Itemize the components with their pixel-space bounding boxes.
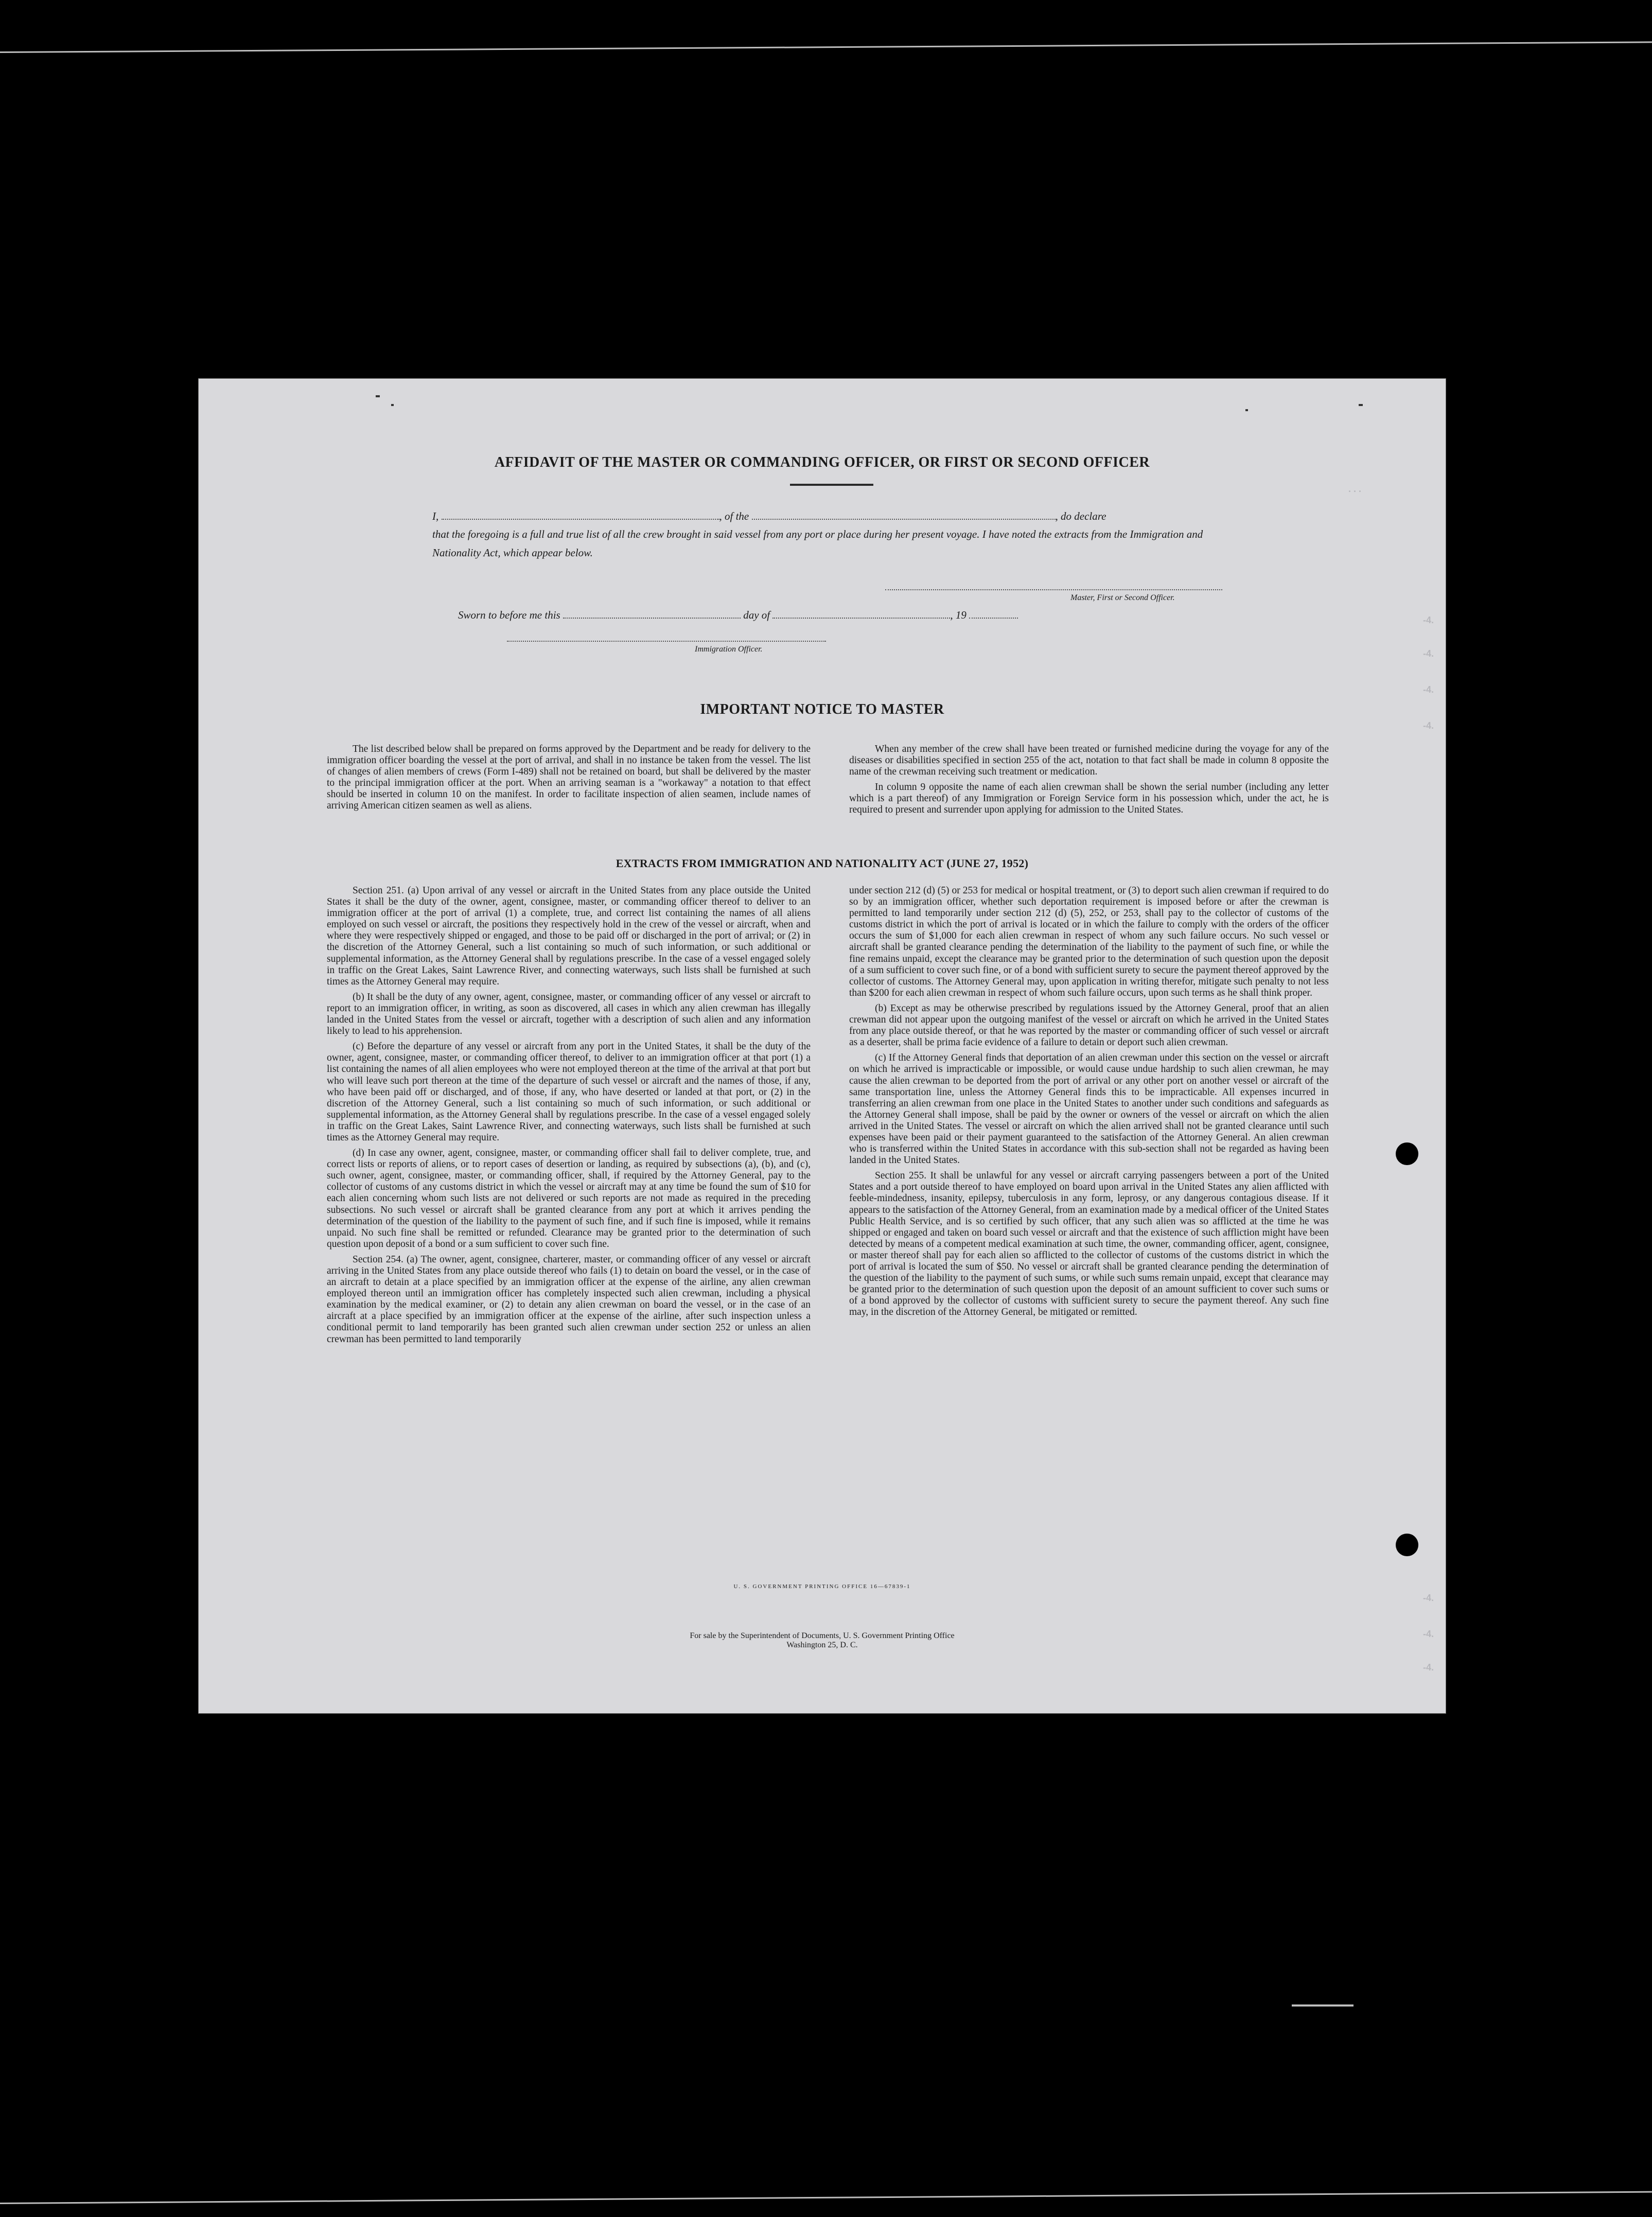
footer-line1: For sale by the Superintendent of Documents, U. S. Government Printing Office [690,1631,955,1640]
sworn-month-field[interactable] [772,610,950,619]
notice-paragraph: The list described below shall be prepared on forms approved by the Department and be ready for delivery to the immigration officer boarding the vessel at the port of arrival, and shall in no instance be taken from the vessel. The list of changes of alien members of crews (Form I-489) shall not be retained on board, but shall be delivered by the master to the principal immigration officer at the port. When an arriving seaman is a "workaway" a notation to that effect should be inserted in column 10 on the manifest. In order to facilitate inspection of alien seamen, include names of arriving American citizen seamen as well as aliens. [327,744,811,812]
bleed-through: . . . [1348,484,1362,494]
section-paragraph: Section 254. (a) The owner, agent, consignee, charterer, master, or commanding officer of any vessel or aircraft arriving in the United States from any place outside thereof who fails (1) to detain on board the vessel, or in the case of an aircraft to detain at a place specified by an immigration officer at the expense of the airline, any alien crewman employed thereon until an immigration officer has completely inspected such alien crewman, including a physical examination by the medical examiner, or (2) to detain any alien crewman on board the vessel, or in the case of an aircraft at a place specified by an immigration officer at the expense of the airline, after such inspection unless a conditional permit to land temporarily has been granted such alien crewman under section 252 or unless an alien crewman has been permitted to land temporarily [327,1254,811,1345]
section-paragraph: (d) In case any owner, agent, consignee, master, or commanding officer shall fail to deliver complete, true, and correct lists or reports of aliens, or to report cases of desertion or landing, as required by subsections (a), (b), and (c), such owner, agent, consignee, master, or commanding officer, shall, if required by the Attorney General, pay to the collector of customs of any customs district in which the vessel or aircraft may at any time be found the sum of $10 for each alien concerning whom such lists are not delivered or such reports are not made as required in the preceding subsections. No such vessel or aircraft shall be granted clearance from any port at which it arrives pending the determination of the question of the liability to the payment of such fine, and if such fine is imposed, while it remains unpaid. No such fine shall be remitted or refunded. Clearance may be granted prior to the determination of such question upon deposit of a bond or a sum sufficient to cover such fine. [327,1148,811,1250]
scan-edge-bottom [0,2191,1652,2204]
master-name-field[interactable] [442,512,719,520]
section-paragraph: Section 255. It shall be unlawful for any vessel or aircraft carrying passengers between a port of the United States and a port outside thereof to have employed on board upon arrival in the United States any alien afflicted with feeble-mindedness, insanity, epilepsy, tuberculosis in any form, leprosy, or any dangerous contagious disease. If it appears to the satisfaction of the Attorney General, from an examination made by a medical officer of the United States Public Health Service, and is so certified by such officer, that any such alien was so afflicted at the time he was shipped or engaged and taken on board such vessel or aircraft and that the existence of such affliction might have been detected by means of a competent medical examination at such time, the owner, commanding officer, agent, consignee, or master thereof shall pay for each alien so afflicted to the collector of customs of the customs district in which the port of arrival is located the sum of $50. No vessel or aircraft shall be granted clearance pending the determination of the question of the liability to the payment of such sums, or while such sums remain unpaid, except that clearance may be granted prior to the determination of such question upon the deposit of an amount sufficient to cover such sums or of a bond approved by the collector of customs with sufficient surety to secure the payment thereof. Any such fine may, in the discretion of the Attorney General, be mitigated or remitted. [849,1170,1329,1318]
officer-caption: Immigration Officer. [695,645,763,654]
declaration-do-declare: , do declare [1055,510,1106,522]
declaration-of-the: , of the [719,510,749,522]
vessel-name-field[interactable] [752,512,1056,520]
sworn-day-field[interactable] [563,610,741,619]
declaration-prefix: I, [432,510,439,522]
section-paragraph: (c) If the Attorney General finds that deportation of an alien crewman under this section on the vessel or aircraft on which he arrived is impracticable or impossible, or would cause undue hardship to such alien crewman, he may cause the alien crewman to be deported from the port of arrival or any other port on another vessel or aircraft of the same transportation line, unless the Attorney General finds this to be impracticable. All expenses incurred in transferring an alien crewman from one place in the United States to another under such conditions and safeguards as the Attorney General shall impose, shall be paid by the owner or owners of the vessel or aircraft on which the alien arrived in the United States. The vessel or aircraft on which the alien arrived shall not be granted clearance until such expenses have been paid or their payment guaranteed to the satisfaction of the Attorney General. An alien crewman who is transferred within the United States in accordance with this sub-section shall not be regarded as having been landed in the United States. [849,1052,1329,1166]
bleed-through: -4. [1423,615,1434,625]
scan-edge-mark [1292,2004,1354,2007]
extracts-title: EXTRACTS FROM IMMIGRATION AND NATIONALITY ACT (JUNE 27, 1952) [616,857,1029,870]
section-paragraph: Section 251. (a) Upon arrival of any vessel or aircraft in the United States from any place outside the United States it shall be the duty of the owner, agent, consignee, master, or commanding officer thereof to deliver to an immigration officer at the port of arrival (1) a complete, true, and correct list containing the names of all aliens employed on such vessel or aircraft, the positions they respectively hold in the crew of the vessel or aircraft, when and where they were respectively shipped or engaged, and those to be paid off or discharged in the port of arrival; or (2) in the discretion of the Attorney General, such a list containing so much of such information, or such additional or supplemental information, as the Attorney General shall by regulations prescribe. In the case of a vessel engaged solely in traffic on the Great Lakes, Saint Lawrence River, and connecting waterways, such lists shall be furnished at such times as the Attorney General may require. [327,885,811,987]
punch-hole [1396,1534,1418,1556]
notice-paragraph: When any member of the crew shall have been treated or furnished medicine during the voyage for any of the diseases or disabilities specified in section 255 of the act, notation to that fact shall be made in column 8 opposite the name of the crewman receiving such treatment or medication. [849,744,1329,778]
bleed-through: -4. [1423,1662,1434,1673]
signature-caption: Master, First or Second Officer. [1070,593,1175,602]
punch-hole [1396,1142,1418,1165]
footer-line2: Washington 25, D. C. [786,1641,858,1649]
bleed-through: -4. [1423,648,1434,659]
master-signature-field[interactable] [885,589,1222,590]
notice-right [849,744,1329,816]
sworn-year-prefix: , 19 [950,609,966,621]
sworn-year-field[interactable] [969,610,1018,619]
section-paragraph: (b) Except as may be otherwise prescribed by regulations issued by the Attorney General, proof that an alien crewman did not appear upon the outgoing manifest of the vessel or aircraft on which he arrived in the United States from any place outside thereof, or that he was reported by the master or commanding officer of such vessel or aircraft as a deserter, shall be prima facie evidence of a failure to detain or deport such alien crewman. [849,1002,1329,1048]
sworn-prefix: Sworn to before me this [458,609,560,621]
bleed-through: -4. [1423,720,1434,731]
bleed-through: -4. [1423,1593,1434,1603]
extracts-left-column [327,885,811,1345]
notice-paragraph: In column 9 opposite the name of each alien crewman shall be shown the serial number (including any letter which is a part thereof) of any Immigration or Foreign Service form in his possession which, under the act, he is required to present and surrender upon applying for admission to the United States. [849,782,1329,816]
printing-office-line: U. S. GOVERNMENT PRINTING OFFICE 16—67839-1 [733,1583,911,1590]
sworn-statement [458,609,1018,622]
form-page [198,378,1446,1714]
section-paragraph: under section 212 (d) (5) or 253 for medical or hospital treatment, or (3) to deport such alien crewman if required to do so by an immigration officer, whether such deportation requirement is imposed before or after the crewman is permitted to land temporarily under section 212 (d) (5), 252, or 253, shall pay to the collector of customs of the customs district in which the port of arrival is located or in which the failure to comply with the orders of the officer occurs the sum of $1,000 for each alien crewman in respect of whom any such failure occurs. No such vessel or aircraft shall be granted clearance pending the determination of the liability to the payment of such fine, or while the fine remains unpaid, except the clearance may be granted prior to the determination of such question upon the deposit of a sum sufficient to cover such fine, or of a bond with sufficient surety to secure the payment thereof approved by the collector of customs. The Attorney General may, upon application in writing therefor, mitigate such penalty to not less than $200 for each alien crewman in respect of whom such failure occurs, upon such terms as he shall think proper. [849,885,1329,998]
notice-left [327,744,811,812]
declaration [432,507,1225,525]
officer-signature-field[interactable] [507,641,826,642]
section-paragraph: (b) It shall be the duty of any owner, agent, consignee, master, or commanding officer of any vessel or aircraft to report to an immigration officer, in writing, as soon as discovered, all cases in which any alien crewman has illegally landed in the United States from the vessel or aircraft, together with a description of such alien and any information likely to lead to his apprehension. [327,991,811,1037]
footer [198,1631,1446,1650]
section-paragraph: (c) Before the departure of any vessel or aircraft from any port in the United States, it shall be the duty of the owner, agent, consignee, master, or commanding officer thereof, to deliver to an immigration officer at that port (1) a list containing the names of all alien employees who were not employed thereon at the time of the arrival at that port but who will leave such port thereon at the time of the departure of such vessel or aircraft and the names of those, if any, who have been paid off or discharged, and of those, if any, who have deserted or landed at that port, or (2) in the discretion of the Attorney General, such a list containing so much of such information, or such additional or supplemental information, as the Attorney General shall by regulations prescribe. In the case of a vessel engaged solely in traffic on the Great Lakes, Saint Lawrence River, and connecting waterways, such lists shall be furnished at such times as the Attorney General may require. [327,1041,811,1143]
bleed-through: -4. [1423,1629,1434,1639]
extracts-right-column [849,885,1329,1318]
sworn-day-of: day of [743,609,770,621]
title-rule [790,484,873,486]
declaration-body: that the foregoing is a full and true list of all the crew brought in said vessel from any port or place during her present voyage. I have noted the extracts from the Immigration and Nationality Act, which appear below. [432,528,1203,559]
scan-edge-top [0,41,1652,53]
affidavit-title: AFFIDAVIT OF THE MASTER OR COMMANDING OFFICER, OR FIRST OR SECOND OFFICER [494,454,1150,470]
bleed-through: -4. [1423,684,1434,695]
notice-title: IMPORTANT NOTICE TO MASTER [700,701,944,717]
